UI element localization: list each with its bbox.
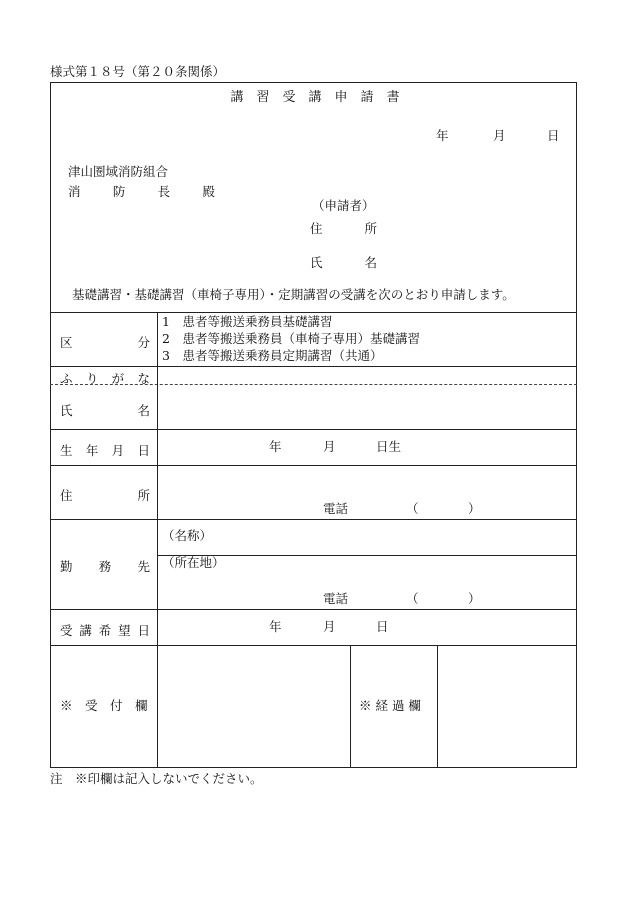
footer-note: 注 ※印欄は記入しないでください。: [50, 771, 263, 786]
workplace-label: [60, 557, 150, 575]
column-divider: [350, 645, 351, 768]
workplace-label-char: 先: [137, 559, 150, 574]
birthdate-label-char: 日: [137, 443, 150, 458]
address-phone-label: 電話: [323, 501, 349, 516]
addressee-chief: [68, 182, 215, 200]
address-label: [60, 486, 150, 504]
birthdate-year-label: 年: [269, 439, 282, 454]
furigana-input[interactable]: [158, 367, 576, 384]
furigana-label: [60, 369, 150, 387]
applicant-name-char: 氏: [310, 255, 323, 270]
furigana-label-char: ふ: [60, 371, 73, 386]
desired-date-label-char: 日: [137, 623, 150, 638]
table-line: [50, 519, 577, 520]
applicant-address-char: 所: [364, 221, 377, 236]
address-input[interactable]: [158, 466, 576, 500]
desired-month-label: 月: [323, 619, 336, 634]
category-option-1[interactable]: 1 患者等搬送乗務員基礎講習: [162, 314, 333, 329]
applicant-address-char: 住: [310, 221, 323, 236]
desired-date-label-char: 受: [60, 623, 73, 638]
birthdate-month-label: 月: [323, 439, 336, 454]
workplace-phone-paren-open: （: [406, 591, 419, 606]
applicant-address-label: [310, 219, 377, 237]
birthdate-day-label: 日生: [376, 439, 402, 454]
address-phone-paren-close: ）: [468, 501, 481, 516]
desired-day-label: 日: [376, 619, 389, 634]
form-number: 様式第１８号（第２０条関係）: [50, 64, 226, 79]
furigana-label-char: が: [111, 371, 125, 386]
desired-date-label: [60, 621, 150, 639]
date-day-label: 日: [547, 128, 560, 143]
table-line: [50, 429, 577, 430]
application-statement: 基礎講習・基礎講習（車椅子専用）・定期講習の受講を次のとおり申請します。: [72, 287, 515, 302]
workplace-phone-label: 電話: [323, 591, 349, 606]
birthdate-label-char: 生: [60, 443, 73, 458]
category-option-2[interactable]: 2 患者等搬送乗務員（車椅子専用）基礎講習: [162, 331, 420, 346]
reception-area: [158, 646, 350, 767]
birthdate-label: [60, 441, 150, 459]
address-label-char: 所: [137, 488, 150, 503]
reception-label: ※ 受 付 欄: [60, 698, 148, 713]
addressee-organization: 津山圏域消防組合: [68, 164, 169, 179]
date-year-label: 年: [436, 128, 449, 143]
address-label-char: 住: [60, 488, 73, 503]
addressee-chief-char: 殿: [202, 184, 215, 199]
workplace-name-label: （名称）: [162, 528, 213, 543]
category-label-char: 区: [60, 335, 73, 350]
desired-date-label-char: 講: [79, 623, 92, 638]
name-label-char: 名: [137, 403, 150, 418]
name-label: [60, 401, 150, 419]
addressee-chief-char: 長: [157, 184, 171, 199]
addressee-chief-char: 消: [68, 184, 81, 199]
address-phone-paren-open: （: [406, 501, 419, 516]
form-title: 講 習 受 講 申 請 書: [230, 90, 400, 105]
desired-date-label-char: 望: [118, 623, 131, 638]
applicant-name-label: [310, 253, 377, 271]
furigana-label-char: な: [137, 371, 150, 386]
name-label-char: 氏: [60, 403, 73, 418]
category-label-char: 分: [137, 335, 150, 350]
date-month-label: 月: [493, 128, 506, 143]
desired-date-label-char: 希: [98, 623, 112, 638]
birthdate-label-char: 年: [85, 443, 99, 458]
desired-year-label: 年: [269, 619, 282, 634]
workplace-location-label: （所在地）: [162, 555, 225, 570]
furigana-label-char: り: [85, 371, 99, 386]
table-line: [50, 609, 577, 610]
workplace-label-char: 務: [98, 559, 112, 574]
addressee-chief-char: 防: [112, 184, 126, 199]
progress-area: [438, 646, 576, 767]
birthdate-label-char: 月: [111, 443, 125, 458]
table-top-line: [50, 312, 577, 313]
name-input[interactable]: [158, 385, 576, 429]
category-label: [60, 333, 150, 351]
category-option-3[interactable]: 3 患者等搬送乗務員定期講習（共通）: [162, 348, 383, 363]
workplace-label-char: 勤: [60, 559, 73, 574]
applicant-label: （申請者）: [312, 198, 375, 213]
progress-label: ※ 経 過 欄: [359, 698, 421, 713]
applicant-name-char: 名: [364, 255, 377, 270]
workplace-phone-paren-close: ）: [468, 591, 481, 606]
